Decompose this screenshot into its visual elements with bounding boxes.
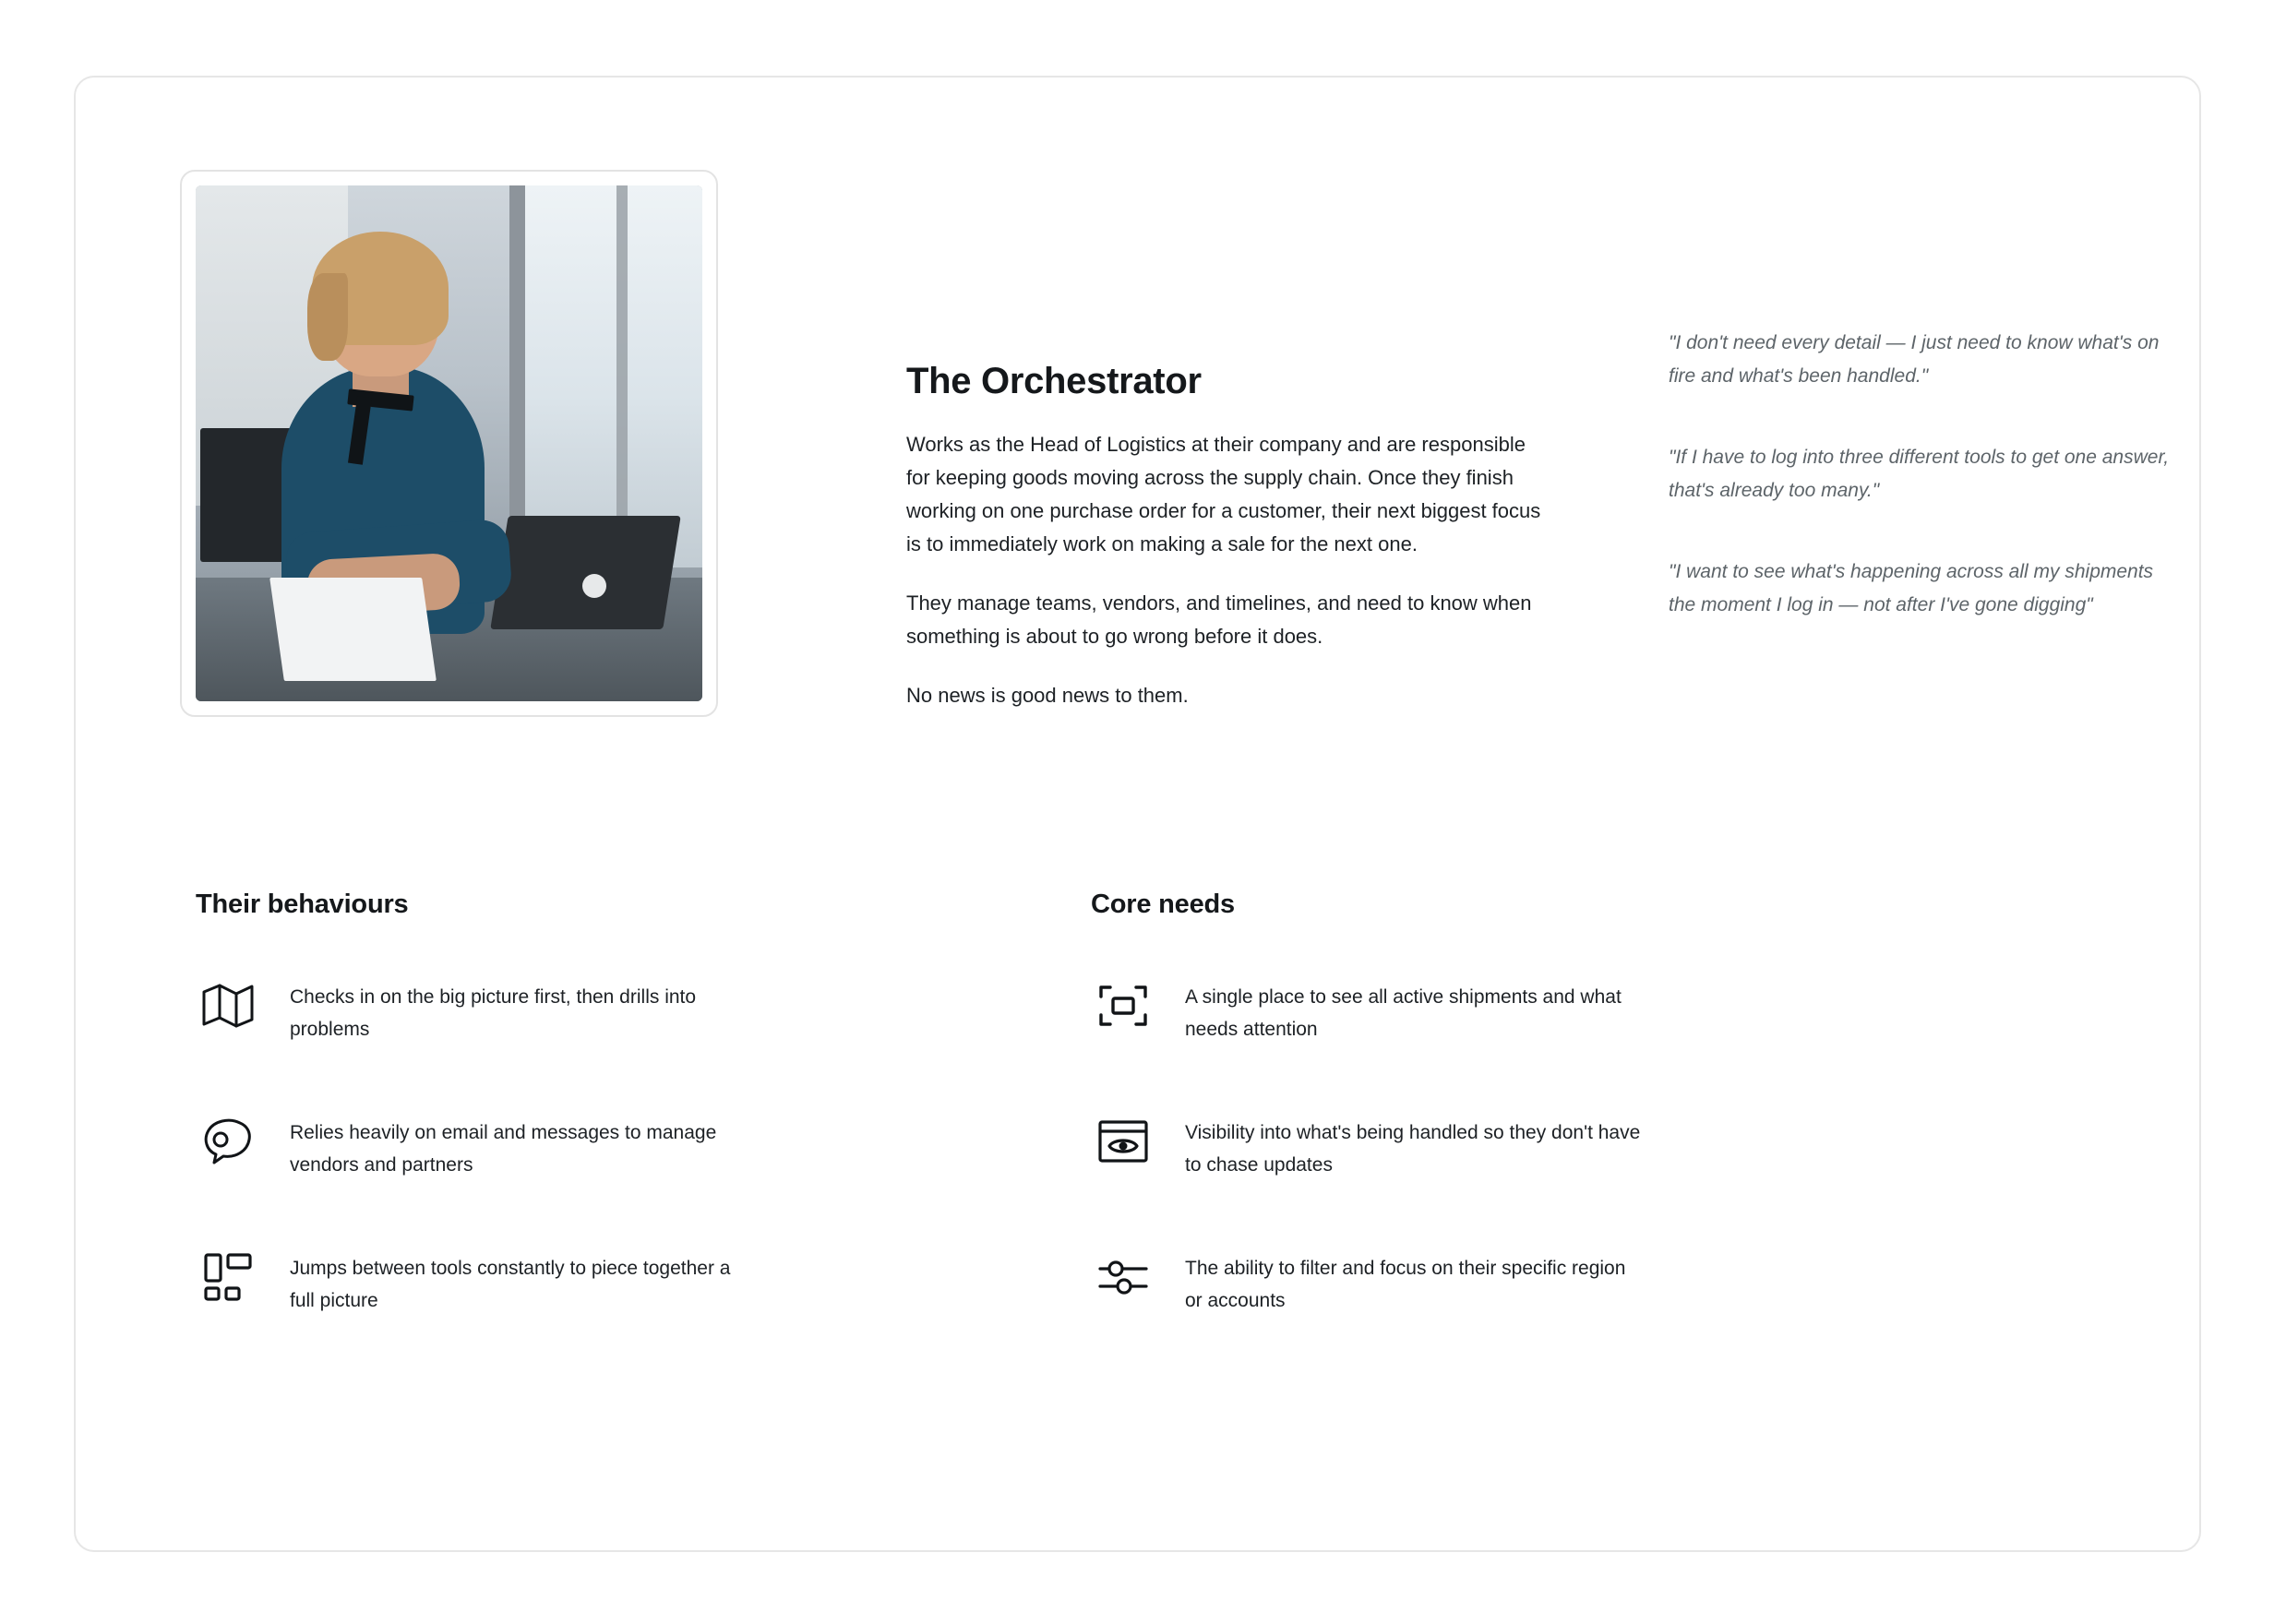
persona-photo-frame [180,170,718,717]
list-item [1091,1113,1921,1181]
persona-top-section [76,78,2199,723]
focus-frame-icon [1091,977,1155,1034]
list-item-label: Jumps between tools constantly to piece together a full picture [290,1258,731,1311]
list-item-label: The ability to filter and focus on their specific region or accounts [1185,1258,1626,1311]
list-item [1091,1248,1921,1317]
behaviours-column [196,890,1026,1317]
photo-window-frame-right [616,185,628,567]
list-item-label: A single place to see all active shipments and what needs attention [1185,986,1622,1040]
core-needs-title: Core needs [1091,890,1235,919]
map-icon [196,977,260,1034]
persona-quotes [1669,327,2185,622]
persona-quote: "I don't need every detail — I just need to know what's on fire and what's been handled." [1669,332,2160,387]
persona-photo [196,185,702,701]
page-title: The Orchestrator [906,360,1202,401]
list-item-label: Checks in on the big picture first, then drills into problems [290,986,697,1040]
list-item [196,977,1026,1045]
photo-window [509,185,702,567]
persona-paragraph: They manage teams, vendors, and timelines, and need to know when something is about to go wrong before it does. [906,591,1532,648]
core-needs-column [1091,890,1921,1317]
list-item-label: Relies heavily on email and messages to manage vendors and partners [290,1122,717,1176]
list-item [196,1113,1026,1181]
photo-laptop-logo [582,574,606,598]
persona-quote: "If I have to log into three different tools to get one answer, that's already too many." [1669,447,2170,501]
list-item-label: Visibility into what's being handled so they don't have to chase updates [1185,1122,1641,1176]
persona-description [906,428,1552,712]
photo-laptop [491,516,681,629]
persona-card [74,76,2201,1552]
dashboard-blocks-icon [196,1248,260,1306]
behaviours-title: Their behaviours [196,890,409,919]
chat-bubbles-icon [196,1113,260,1170]
persona-quote: "I want to see what's happening across all my shipments the moment I log in — not after I've gone digging" [1669,561,2154,615]
photo-window-frame-left [509,185,524,567]
list-item [1091,977,1921,1045]
photo-person-hair-side [307,273,348,361]
photo-paper [269,578,436,681]
eye-window-icon [1091,1113,1155,1170]
persona-paragraph: Works as the Head of Logistics at their company and are responsible for keeping goods moving across the supply chain. Once they finish working on one purchase order for a customer, their next biggest focus is to immediately work on making a sale for the next one. [906,433,1541,555]
sliders-icon [1091,1248,1155,1306]
list-item [196,1248,1026,1317]
persona-paragraph: No news is good news to them. [906,684,1189,707]
